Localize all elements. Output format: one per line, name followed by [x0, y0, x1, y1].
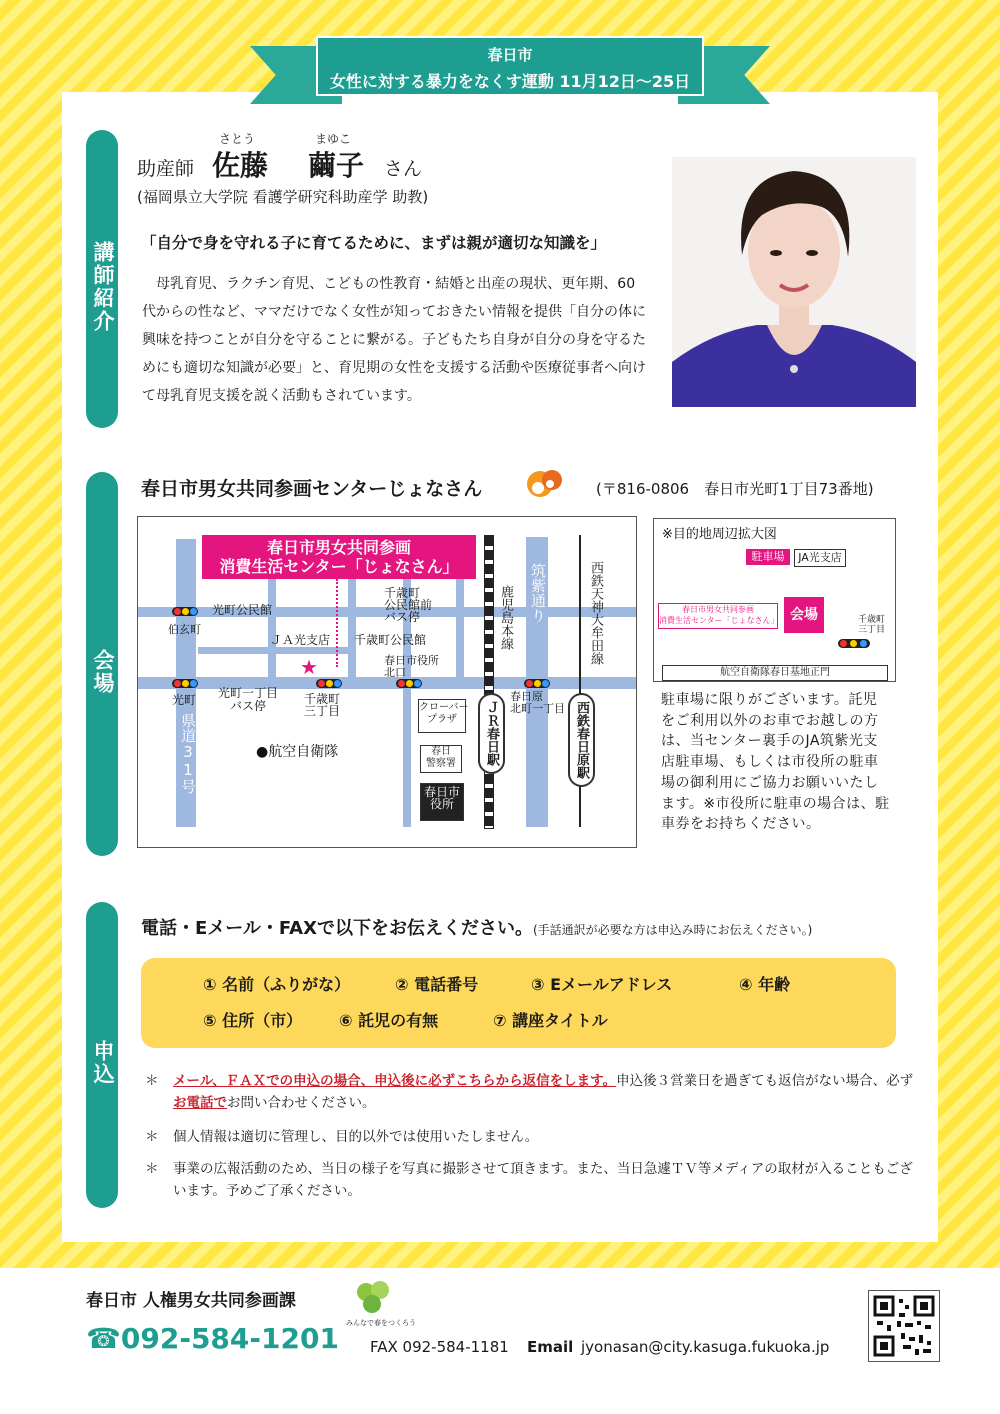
inset-road-bottom — [654, 647, 895, 656]
item-age: ④ 年齢 — [739, 975, 791, 994]
inset-gate: 航空自衛隊春日基地正門 — [662, 665, 888, 681]
ruby-given: まゆこ — [315, 132, 352, 146]
lecturer-given-name: 繭子 — [308, 149, 365, 182]
item-phone: ② 電話番号 — [395, 975, 479, 994]
label-jsdf: ●航空自衛隊 — [256, 744, 339, 760]
footer-email-label: Email — [527, 1338, 574, 1356]
map-center-label — [202, 535, 476, 579]
qr-code-icon[interactable] — [868, 1290, 940, 1362]
item-name: ① 名前（ふりがな） — [203, 975, 351, 994]
banner-campaign: 女性に対する暴力をなくす運動 11月12日～25日 — [329, 72, 691, 91]
inset-ja: JA光支店 — [794, 549, 846, 567]
inset-parking: 駐車場 — [746, 549, 790, 565]
inset-road-right — [654, 537, 662, 647]
tab-venue: 会場 — [86, 472, 118, 856]
apply-heading-sub: (手話通訳が必要な方は申込み時にお伝えください。) — [532, 923, 813, 937]
area-map — [137, 516, 637, 848]
lecturer-role: 助産師 — [137, 158, 195, 180]
traffic-signal-icon — [172, 607, 198, 616]
lecturer-family-name: 佐藤 — [212, 149, 269, 182]
label-cityhall-north: 春日市役所 北口 — [384, 654, 439, 679]
venue-address: (〒816-0806 春日市光町1丁目73番地) — [596, 480, 874, 498]
city-hall: 春日市 役所 — [420, 783, 464, 821]
inset-center-line1: 春日市男女共同参画 — [682, 605, 754, 614]
item-course-title: ⑦ 講座タイトル — [493, 1011, 608, 1030]
road-lane — [198, 647, 348, 654]
footer-department: 春日市 人権男女共同参画課 — [86, 1291, 296, 1311]
inset-center-label — [658, 603, 778, 629]
label-nishitetsu-line: 西鉄天神大牟田線 — [588, 561, 603, 665]
label-kagoshima-line: 鹿児島本線 — [498, 585, 513, 650]
note-reply — [145, 1070, 925, 1114]
label-hikari: 光町 — [172, 693, 197, 707]
note-mark: ＊ — [145, 1161, 159, 1177]
jr-railway — [484, 535, 494, 829]
label-prefroad: 県道31号 — [179, 713, 197, 794]
label-chitose3: 千歳町 三丁目 — [304, 692, 341, 718]
lecturer-honorific: さん — [384, 158, 423, 180]
label-chikushi: 筑紫通り — [529, 563, 547, 623]
title-banner — [250, 26, 770, 108]
traffic-signal-icon — [316, 679, 342, 688]
label-chitose-busstop: 千歳町 公民館前 バス停 — [384, 586, 433, 624]
inset-signal-icon — [838, 639, 870, 648]
map-title-line2: 消費生活センター「じょなさん」 — [219, 557, 459, 576]
clover-plaza: クローバー プラザ — [418, 699, 466, 733]
tab-apply: 申込 — [86, 902, 118, 1208]
footer-fax: FAX 092-584-1181 — [370, 1338, 509, 1356]
note-photo — [145, 1158, 925, 1202]
jr-kasuga-station: ＪＲ春日駅 — [478, 693, 505, 774]
label-hikari-bus: 光町一丁目 バス停 — [218, 686, 279, 713]
inset-caption: ※目的地周辺拡大図 — [662, 527, 777, 542]
lecturer-bio: 母乳育児、ラクチン育児、こどもの性教育・結婚と出産の現状、更年期、60代からの性など、ママだけでなく女性が知っておきたい情報を提供「自分の体に興味を持つことが自分を守ることに繋がる。子どもたち自身が自分の身を守るためにも適切な知識が必要」と、育児期の女性を支援する活動や医療従事者へ向けて母乳育児支援を説く活動もされています。 — [142, 276, 646, 404]
footer-phone[interactable]: ☎092-584-1201 — [86, 1322, 339, 1355]
lecturer-quote: 「自分で身を守れる子に育てるために、まずは親が適切な知識を」 — [141, 234, 607, 252]
note-mark: ＊ — [145, 1129, 159, 1145]
label-ja: ＪＡ光支店 — [270, 633, 331, 647]
label-hakugencho: 伯玄町 — [168, 623, 201, 636]
apply-heading — [141, 914, 931, 940]
note-reply-end: お問い合わせください。 — [227, 1095, 376, 1111]
map-title-line1: 春日市男女共同参画 — [266, 538, 411, 557]
inset-map — [653, 518, 896, 682]
clover-logo-caption: みんなで春をつくろう — [346, 1319, 416, 1327]
ribbon-body — [316, 36, 704, 96]
note-privacy — [145, 1126, 925, 1148]
traffic-signal-icon — [172, 679, 198, 688]
note-reply-text — [173, 1070, 925, 1114]
traffic-signal-icon — [524, 679, 550, 688]
note-reply-emphasis: メール、ＦＡＸでの申込の場合、申込後に必ずこちらから返信をします。 — [173, 1073, 617, 1089]
lecturer-photo — [672, 157, 916, 407]
banner-city: 春日市 — [487, 46, 533, 64]
lecturer-affiliation: (福岡県立大学院 看護学研究科助産学 助教) — [137, 188, 429, 206]
required-info-panel — [141, 958, 896, 1048]
label-chitose-kouminkan: 千歳町公民館 — [354, 633, 427, 647]
tab-lecturer: 講師紹介 — [86, 130, 118, 428]
apply-heading-main: 電話・Eメール・FAXで以下をお伝えください。 — [141, 918, 533, 939]
traffic-signal-icon — [396, 679, 422, 688]
venue-name: 春日市男女共同参画センターじょなさん — [141, 478, 483, 500]
jonasan-logo-icon — [520, 464, 570, 504]
note-mark: ＊ — [145, 1073, 159, 1089]
police-station: 春日 警察署 — [420, 745, 462, 773]
note-photo-text: 事業の広報活動のため、当日の様子を写真に撮影させて頂きます。また、当日急遽ＴＶ等メディアの取材が入ることもございます。予めご了承ください。 — [173, 1161, 913, 1199]
note-privacy-text: 個人情報は適切に管理し、目的以外では使用いたしません。 — [173, 1129, 539, 1145]
inset-venue: 会場 — [784, 597, 824, 633]
nishitetsu-kasugabaru-station: 西鉄春日原駅 — [568, 693, 595, 787]
note-reply-phone: お電話で — [173, 1095, 227, 1111]
parking-note: 駐車場に限りがございます。託児をご利用以外のお車でお越しの方は、当センター裏手のJA筑紫光支店駐車場、もしくは市役所の駐車場の御利用にご協力お願いいたします。※市役所に駐車の場合は、駐車券をお持ちください。 — [661, 692, 890, 833]
footer-email[interactable]: jyonasan@city.kasuga.fukuoka.jp — [581, 1338, 830, 1356]
clover-logo-icon — [346, 1278, 416, 1330]
note-reply-rest: 申込後３営業日を過ぎても返信がない場合、必ず — [616, 1073, 914, 1089]
center-pointer — [336, 579, 338, 667]
label-kasugabaru-kita: 春日原 北町一丁目 — [510, 690, 565, 715]
label-hikari-kouminkan: 光町公民館 — [212, 603, 273, 617]
item-email: ③ Eメールアドレス — [531, 975, 673, 994]
portrait-illustration — [672, 157, 916, 407]
inset-center-line2: 消費生活センター「じょなさん」 — [659, 616, 779, 625]
road-side-4 — [456, 577, 464, 687]
item-address: ⑤ 住所（市） — [203, 1011, 303, 1030]
venue-star-icon: ★ — [300, 655, 318, 679]
ruby-family: さとう — [219, 132, 256, 146]
inset-chitose: 千歳町 三丁目 — [858, 615, 886, 635]
item-childcare: ⑥ 託児の有無 — [339, 1011, 439, 1030]
